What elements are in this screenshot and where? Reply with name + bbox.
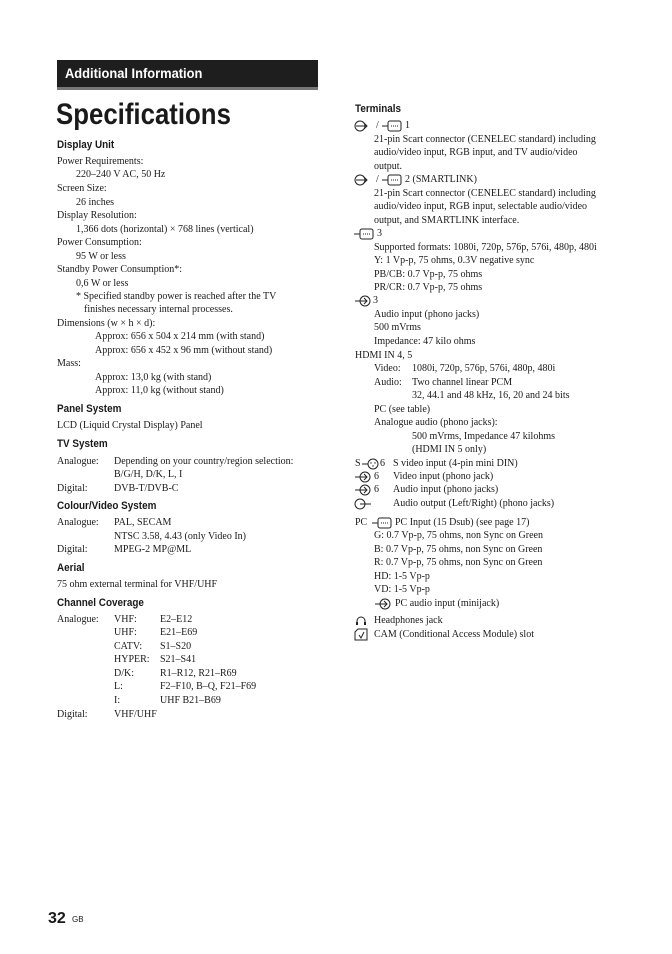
pc-line: HD: 1-5 Vp-p [374,571,430,582]
pc-title: PC Input (15 Dsub) (see page 17) [395,517,530,528]
tv-analogue-value: Depending on your country/region selection: [114,456,294,467]
terminal-2-desc: audio/video input, RGB input, selectable audio/video [374,201,588,212]
scart-output-icon [382,174,402,186]
display-line: Display Resolution: [57,210,137,221]
terminal-3-desc: Y: 1 Vp-p, 75 ohms, 0.3V negative sync [374,255,535,266]
terminal-3-desc: PR/CR: 0.7 Vp-p, 75 ohms [374,282,483,293]
pc-line: G: 0.7 Vp-p, 75 ohms, non Sync on Green [374,530,543,541]
pc-line: VD: 1-5 Vp-p [374,584,430,595]
channel-band: I: [114,695,121,706]
channel-range: E2–E12 [160,614,193,625]
terminal-3-desc: Supported formats: 1080i, 720p, 576p, 576i, 480p, 480i [374,242,597,253]
aerial-heading: Aerial [57,562,85,574]
display-line: Approx: 13,0 kg (with stand) [95,372,212,383]
colour-analogue-label: Analogue: [57,517,99,528]
display-line: Dimensions (w × h × d): [57,318,156,329]
display-line: * Specified standby power is reached after the TV [76,291,277,302]
terminals-heading: Terminals [355,103,402,115]
terminal-3-number: 3 [377,228,382,239]
terminal-1-desc: output. [374,161,403,172]
terminal-3a-desc: 500 mVrms [374,322,421,333]
display-line: 220–240 V AC, 50 Hz [76,169,166,180]
hdmi-audio-label: Audio: [374,377,402,388]
channel-range: E21–E69 [160,627,198,638]
display-line: Power Requirements: [57,156,144,167]
channel-band: D/K: [114,668,134,679]
display-line: finishes necessary internal processes. [84,304,233,315]
hdmi-analogue: Analogue audio (phono jacks): [374,417,498,428]
hdmi-analogue-value: 500 mVrms, Impedance 47 kilohms [412,431,555,442]
display-line: Standby Power Consumption*: [57,264,183,275]
scart-output-icon [382,120,402,132]
terminal-3a-desc: Impedance: 47 kilo ohms [374,336,476,347]
display-line: Mass: [57,358,81,369]
hdmi-analogue-value: (HDMI IN 5 only) [412,444,487,455]
display-unit-heading: Display Unit [57,139,115,151]
display-line: 95 W or less [76,251,126,262]
hdmi-video-value: 1080i, 720p, 576p, 576i, 480p, 480i [412,363,556,374]
channel-band: CATV: [114,641,143,652]
display-line: Approx: 656 x 452 x 96 mm (without stand) [95,345,273,356]
colour-system-heading: Colour/Video System [57,500,157,512]
terminal-2-number: 2 (SMARTLINK) [405,174,477,185]
display-line: Screen Size: [57,183,107,194]
tv-digital-label: Digital: [57,483,88,494]
video-desc: Video input (phono jack) [393,471,494,482]
tv-system-heading: TV System [57,438,108,450]
pc-input-icon [372,517,392,529]
display-line: 0,6 W or less [76,278,129,289]
pc-line: R: 0.7 Vp-p, 75 ohms, non Sync on Green [374,557,543,568]
audio-output-desc: Audio output (Left/Right) (phono jacks) [393,498,555,509]
aerial-text: 75 ohm external terminal for VHF/UHF [57,579,218,590]
terminal-1-desc: audio/video input, RGB input, and TV audio/video [374,147,578,158]
channel-range: S1–S20 [160,641,192,652]
colour-digital-label: Digital: [57,544,88,555]
colour-analogue-value: NTSC 3.58, 4.43 (only Video In) [114,531,246,542]
display-line: 1,366 dots (horizontal) × 768 lines (vertical) [76,224,254,235]
tv-digital-value: DVB-T/DVB-C [114,483,179,494]
channel-analogue-label: Analogue: [57,614,99,625]
terminal-3a-number: 3 [373,295,378,306]
banner-text: Additional Information [65,65,203,81]
channel-coverage-heading: Channel Coverage [57,597,144,609]
hdmi-audio-value: Two channel linear PCM [412,377,513,388]
s-video-number: 6 [380,458,385,469]
headphones-desc: Headphones jack [374,615,443,626]
terminal-1-number: 1 [405,120,410,131]
channel-band: L: [114,681,123,692]
terminal-2-desc: 21-pin Scart connector (CENELEC standard) including [374,188,596,199]
panel-system-heading: Panel System [57,403,122,415]
channel-digital-value: VHF/UHF [114,709,157,720]
terminal-1-desc: 21-pin Scart connector (CENELEC standard) including [374,134,596,145]
panel-system-text: LCD (Liquid Crystal Display) Panel [57,420,203,431]
cam-desc: CAM (Conditional Access Module) slot [374,629,534,640]
audio-desc: Audio input (phono jacks) [393,484,499,495]
channel-band: VHF: [114,614,137,625]
terminal-3-desc: PB/CB: 0.7 Vp-p, 75 ohms [374,269,483,280]
video-input-icon [354,471,372,483]
terminal-1-sep: / [376,120,379,131]
terminal-2-desc: output, and SMARTLINK interface. [374,215,520,226]
headphones-icon [355,615,367,627]
channel-band: UHF: [114,627,137,638]
hdmi-video-label: Video: [374,363,401,374]
tv-analogue-value: B/G/H, D/K, L, I [114,469,183,480]
tv-analogue-label: Analogue: [57,456,99,467]
audio-number: 6 [374,484,379,495]
video-number: 6 [374,471,379,482]
display-line: 26 inches [76,197,115,208]
channel-band: HYPER: [114,654,150,665]
terminal-2-sep: / [376,174,379,185]
page-title: Specifications [56,98,231,131]
display-line: Power Consumption: [57,237,142,248]
channel-digital-label: Digital: [57,709,88,720]
display-line: Approx: 11,0 kg (without stand) [95,385,224,396]
pc-audio-desc: PC audio input (minijack) [395,598,500,609]
terminal-3a-desc: Audio input (phono jacks) [374,309,480,320]
channel-range: F2–F10, B–Q, F21–F69 [160,681,257,692]
s-video-icon [362,458,380,470]
audio-output-icon [354,498,372,510]
colour-analogue-value: PAL, SECAM [114,517,172,528]
pc-label: PC [355,517,368,528]
colour-digital-value: MPEG-2 MP@ML [114,544,192,555]
channel-range: R1–R12, R21–R69 [160,668,237,679]
hdmi-label: HDMI IN 4, 5 [355,350,413,361]
scart-input-icon [354,120,376,132]
page-language-code: GB [72,915,84,924]
scart-input-icon [354,174,376,186]
pc-line: B: 0.7 Vp-p, 75 ohms, non Sync on Green [374,544,543,555]
audio-input-icon [354,295,372,307]
hdmi-pc: PC (see table) [374,404,431,415]
cam-slot-icon [354,628,368,641]
component-input-icon [354,228,374,240]
channel-range: UHF B21–B69 [160,695,221,706]
pc-audio-icon [374,598,392,610]
page-number: 32 [48,910,66,927]
s-video-prefix: S [355,458,361,469]
channel-range: S21–S41 [160,654,197,665]
hdmi-audio-value: 32, 44.1 and 48 kHz, 16, 20 and 24 bits [412,390,570,401]
audio-input-icon [354,484,372,496]
s-video-desc: S video input (4-pin mini DIN) [393,458,518,469]
section-banner [57,60,318,90]
display-line: Approx: 656 x 504 x 214 mm (with stand) [95,331,265,342]
